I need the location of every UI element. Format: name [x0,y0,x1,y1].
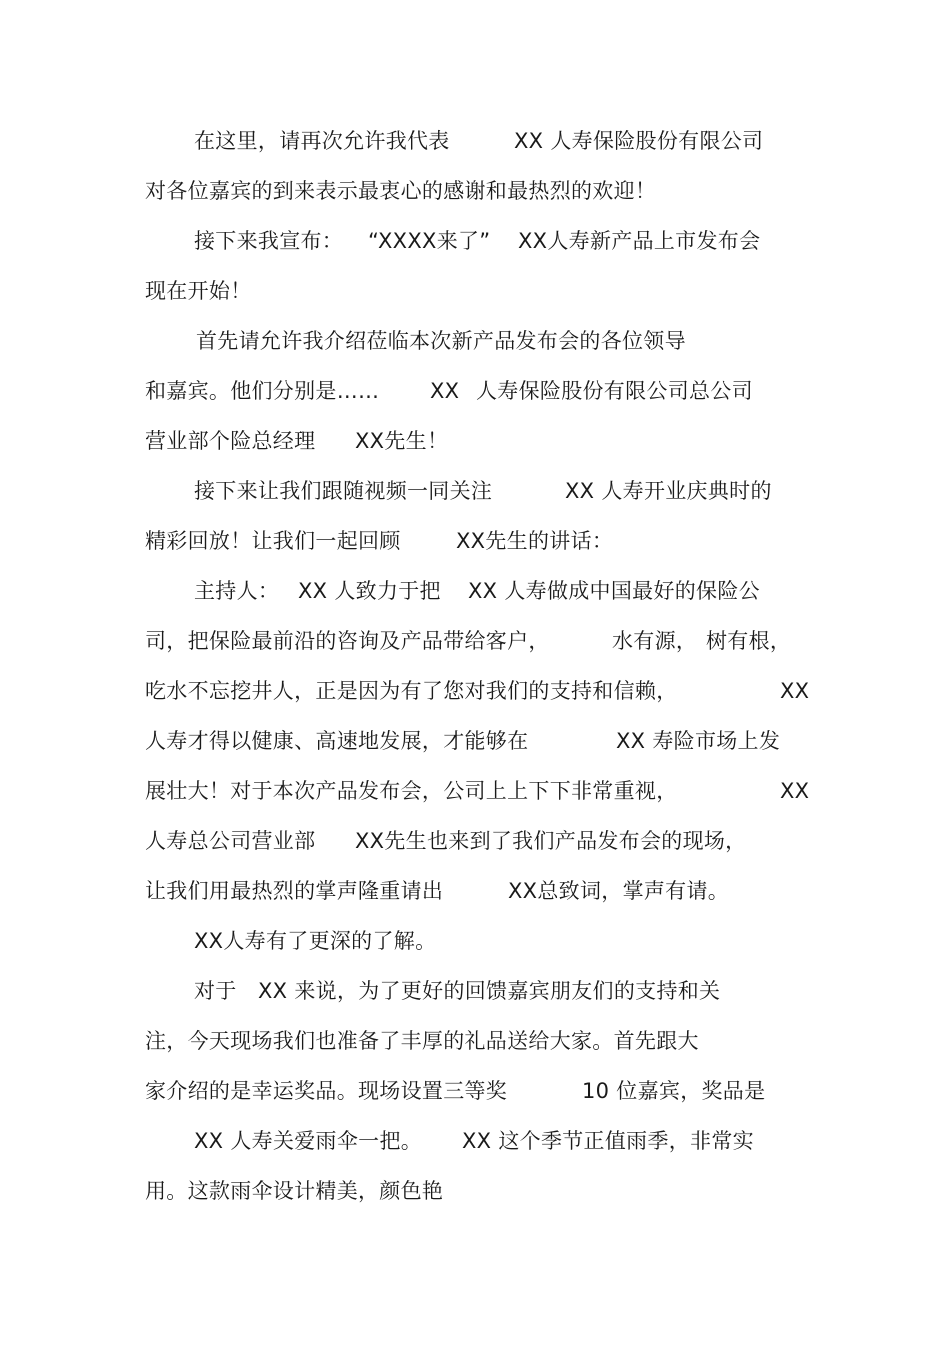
text-segment: 人寿才得以健康、高速地发展，才能够在 [145,729,529,753]
text-segment: 营业部个险总经理 [145,429,316,453]
text-segment: XX总致词，掌声有请。 [508,879,730,903]
text-segment: 人寿保险股份有限公司总公司 [476,379,753,403]
text-segment: 接下来我宣布： [194,229,344,253]
text-segment: XX [430,379,460,403]
text-segment: XX 人寿关爱雨伞一把。 [194,1129,423,1153]
text-segment: XX 人寿开业庆典时的 [565,479,772,503]
text-segment: XX先生的讲话： [456,529,614,553]
text-segment: 家介绍的是幸运奖品。现场设置三等奖 [145,1079,508,1103]
text-segment: XX 人寿做成中国最好的保险公 [468,579,760,603]
text-segment: XX 来说，为了更好的回馈嘉宾朋友们的支持和关 [258,979,721,1003]
text-segment: XX 这个季节正值雨季，非常实 [462,1129,754,1153]
text-segment: XX 人致力于把 [298,579,441,603]
text-segment: 树有根， [706,629,792,653]
text-segment: XX先生也来到了我们产品发布会的现场， [355,829,747,853]
text-segment: XX 寿险市场上发 [616,729,781,753]
text-segment: 吃水不忘挖井人，正是因为有了您对我们的支持和信赖， [145,679,678,703]
text-segment: 10 位嘉宾，奖品是 [582,1079,766,1103]
text-segment: XX [780,779,810,803]
text-segment: 注，今天现场我们也准备了丰厚的礼品送给大家。首先跟大 [145,1029,699,1053]
text-segment: XX 人寿保险股份有限公司 [514,129,764,153]
text-segment: 精彩回放！让我们一起回顾 [145,529,401,553]
text-segment: 现在开始！ [145,279,252,303]
text-segment: XX人寿新产品上市发布会 [518,229,761,253]
text-segment: 对于 [194,979,237,1003]
text-segment: 让我们用最热烈的掌声隆重请出 [145,879,444,903]
text-segment: 和嘉宾。他们分别是…… [145,379,380,403]
text-segment: XX先生！ [355,429,449,453]
text-segment: 在这里，请再次允许我代表 [194,129,450,153]
text-segment: 主持人： [194,579,280,603]
text-segment: “XXXX来了” [368,229,491,253]
text-segment: 用。这款雨伞设计精美，颜色艳 [145,1179,444,1203]
text-segment: 司，把保险最前沿的咨询及产品带给客户， [145,629,550,653]
text-segment: 展壮大！对于本次产品发布会，公司上上下下非常重视， [145,779,678,803]
text-segment: XX [780,679,810,703]
text-segment: 接下来让我们跟随视频一同关注 [194,479,493,503]
text-segment: 水有源， [612,629,698,653]
text-segment: 对各位嘉宾的到来表示最衷心的感谢和最热烈的欢迎！ [145,179,657,203]
text-segment: XX人寿有了更深的了解。 [194,929,437,953]
text-segment: 人寿总公司营业部 [145,829,316,853]
text-segment: 首先请允许我介绍莅临本次新产品发布会的各位领导 [196,329,686,353]
